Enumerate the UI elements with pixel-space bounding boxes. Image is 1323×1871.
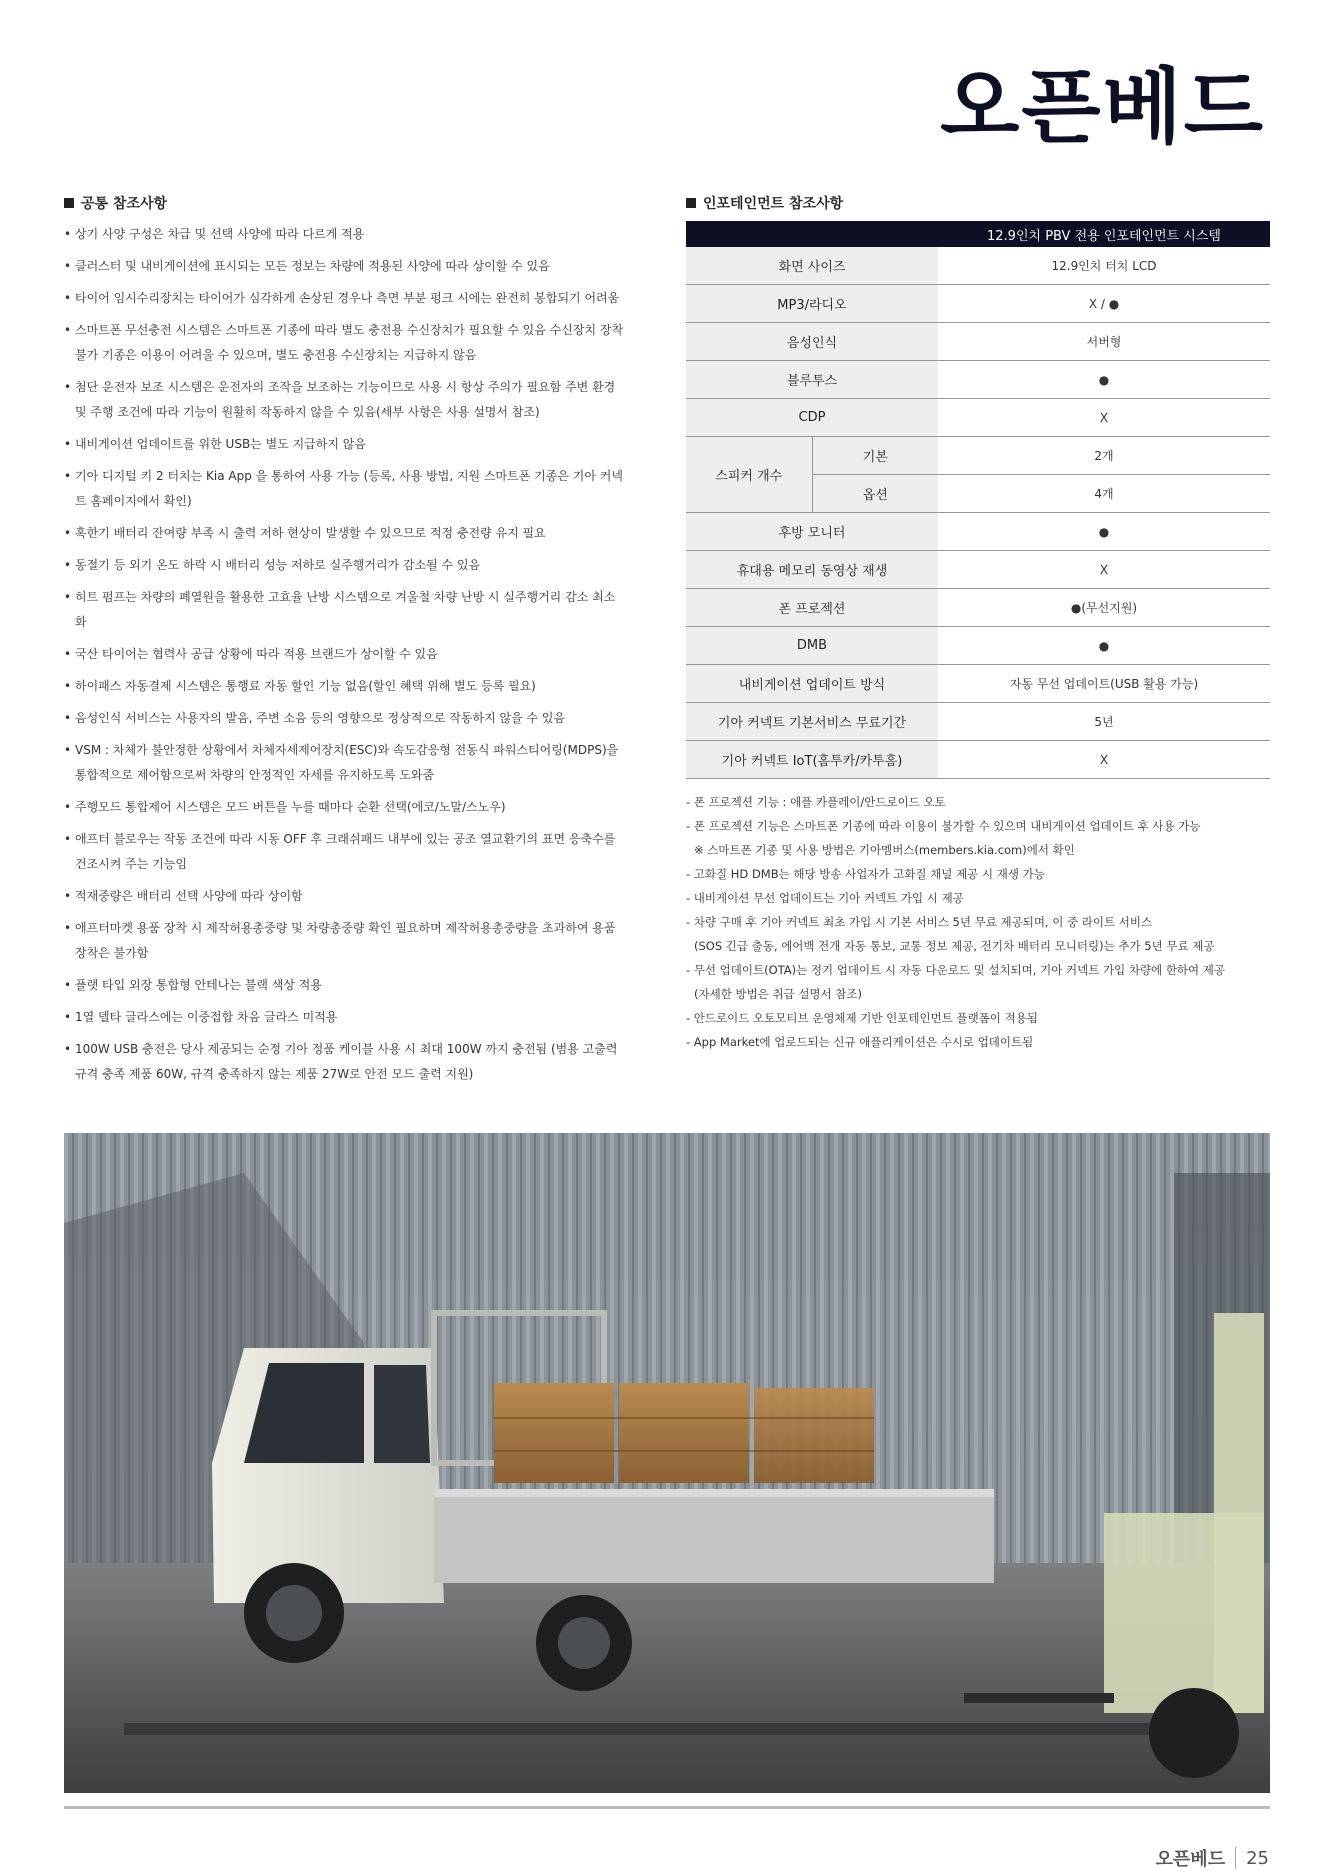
note-text: 혹한기 배터리 잔여량 부족 시 출력 저하 현상이 발생할 수 있으므로 적정 충전량 유지 필요: [75, 526, 546, 540]
note-text: 국산 타이어는 협력사 공급 상황에 따라 적용 브랜드가 상이할 수 있음: [75, 647, 438, 661]
table-row: [686, 627, 1270, 665]
note-text: 동절기 등 외기 온도 하락 시 배터리 성능 저하로 실주행거리가 감소될 수 있음: [75, 558, 481, 572]
note-text: 주행모드 통합제어 시스템은 모드 버튼을 누를 때마다 순환 선택(에코/노말/스노우): [75, 800, 506, 814]
spec-value: ●: [938, 627, 1270, 665]
list-item: [64, 738, 624, 788]
bullet-icon: •: [64, 259, 72, 273]
list-item: [64, 795, 624, 820]
note-text: 적재중량은 배터리 선택 사양에 따라 상이함: [75, 889, 303, 903]
speaker-count-label: 스피커 개수: [686, 437, 812, 513]
common-notes-heading: [64, 193, 167, 213]
bullet-icon: •: [64, 647, 72, 661]
spec-label: 기아 커넥트 IoT(홈투카/카투홈): [686, 741, 938, 779]
footnote-item: - 내비게이션 무선 업데이트는 기아 커넥트 가입 시 제공: [686, 891, 964, 905]
square-bullet-icon: [686, 198, 696, 208]
list-item: [64, 1037, 624, 1087]
footnote-item: - 차량 구매 후 기아 커넥트 최초 가입 시 기본 서비스 5년 무료 제공되며, 이 중 라이트 서비스: [686, 915, 1153, 929]
footnote-item: - 고화질 HD DMB는 해당 방송 사업자가 고화질 채널 제공 시 재생 가능: [686, 867, 1045, 881]
speaker-basic-label: 기본: [812, 437, 938, 475]
spec-value: 5년: [938, 703, 1270, 741]
list-item: [64, 286, 624, 311]
spec-label: MP3/라디오: [686, 285, 938, 323]
note-text: 플랫 타입 외장 통합형 안테나는 블랙 색상 적용: [75, 978, 322, 992]
spec-value: 자동 무선 업데이트(USB 활용 가능): [938, 665, 1270, 703]
note-text: 히트 펌프는 차량의 폐열원을 활용한 고효율 난방 시스템으로 겨울철 차량 난방 시 실주행거리 감소 최소화: [75, 590, 616, 629]
note-text: 기아 디지털 키 2 터치는 Kia App 을 통하여 사용 가능 (등록, 사용 방법, 지원 스마트폰 기종은 기아 커넥트 홈페이지에서 확인): [75, 469, 623, 508]
spec-value: X / ●: [938, 285, 1270, 323]
list-item: [64, 254, 624, 279]
bullet-icon: •: [64, 291, 72, 305]
table-row: [686, 665, 1270, 703]
footnote-item: - 폰 프로젝션 기능은 스마트폰 기종에 따라 이용이 불가할 수 있으며 내비게이션 업데이트 후 사용 가능: [686, 819, 1201, 833]
speaker-basic-value: 2개: [938, 437, 1270, 475]
spec-value: 서버형: [938, 323, 1270, 361]
list-item: [64, 375, 624, 425]
bullet-icon: •: [64, 380, 72, 394]
list-item: [64, 884, 624, 909]
table-row: [686, 285, 1270, 323]
footer-section-label: 오픈베드: [1155, 1849, 1226, 1870]
spec-value: X: [938, 551, 1270, 589]
bottom-rule: [64, 1806, 1270, 1809]
footnote-item: (SOS 긴급 출동, 에어백 전개 자동 통보, 교통 정보 제공, 전기차 배터리 모니터링)는 추가 5년 무료 제공: [694, 939, 1215, 953]
note-text: 타이어 임시수리장치는 타이어가 심각하게 손상된 경우나 측면 부분 펑크 시에는 완전히 봉합되기 어려움: [75, 291, 620, 305]
bullet-icon: •: [64, 469, 72, 483]
page-number: 25: [1246, 1847, 1269, 1869]
bullet-icon: •: [64, 590, 72, 604]
bullet-icon: •: [64, 921, 72, 935]
footnote-item: ※ 스마트폰 기종 및 사용 방법은 기아멤버스(members.kia.com)에서 확인: [694, 843, 1075, 857]
square-bullet-icon: [64, 198, 74, 208]
list-item: [64, 973, 624, 998]
note-text: 1열 델타 글라스에는 이중접합 차음 글라스 미적용: [75, 1010, 338, 1024]
infotainment-heading-text: 인포테인먼트 참조사항: [703, 196, 844, 212]
note-text: 클러스터 및 내비게이션에 표시되는 모든 정보는 차량에 적용된 사양에 따라 상이할 수 있음: [75, 259, 550, 273]
footnote-item: - 무선 업데이트(OTA)는 정기 업데이트 시 자동 다운로드 및 설치되며, 기아 커넥트 가입 차량에 한하여 제공: [686, 963, 1226, 977]
spec-label: 기아 커넥트 기본서비스 무료기간: [686, 703, 938, 741]
bullet-icon: •: [64, 978, 72, 992]
table-row: [686, 703, 1270, 741]
note-text: 내비게이션 업데이트를 위한 USB는 별도 지급하지 않음: [75, 437, 366, 451]
table-row: [686, 741, 1270, 779]
table-row: [686, 513, 1270, 551]
list-item: [64, 318, 624, 368]
footer-divider: [1235, 1847, 1236, 1869]
spec-label: 후방 모니터: [686, 513, 938, 551]
spec-value: 12.9인치 터치 LCD: [938, 247, 1270, 285]
table-row: [686, 437, 1270, 475]
table-row: [686, 247, 1270, 285]
footnote-item: (자세한 방법은 취급 설명서 참조): [694, 987, 863, 1001]
speaker-option-value: 4개: [938, 475, 1270, 513]
note-text: 음성인식 서비스는 사용자의 발음, 주변 소음 등의 영향으로 정상적으로 작동하지 않을 수 있음: [75, 711, 566, 725]
page-footer: [1156, 1845, 1269, 1871]
vehicle-photo: [64, 1133, 1270, 1793]
list-item: [64, 706, 624, 731]
list-item: [64, 674, 624, 699]
bullet-icon: •: [64, 800, 72, 814]
note-text: 애프터 블로우는 작동 조건에 따라 시동 OFF 후 크래쉬패드 내부에 있는 공조 열교환기의 표면 응축수를 건조시켜 주는 기능임: [75, 832, 616, 871]
note-text: 상기 사양 구성은 차급 및 선택 사양에 따라 다르게 적용: [75, 227, 365, 241]
note-text: VSM : 차체가 불안정한 상황에서 차체자세제어장치(ESC)와 속도감응형 전동식 파워스티어링(MDPS)을 통합적으로 제어함으로써 차량의 안정적인 자세를 유지하도록 도와줌: [75, 743, 619, 782]
list-item: [64, 521, 624, 546]
bullet-icon: •: [64, 323, 72, 337]
infotainment-footnotes: [686, 790, 1276, 1054]
footnote-item: - 안드로이드 오토모티브 운영체제 기반 인포테인먼트 플랫폼이 적용됨: [686, 1011, 1038, 1025]
bullet-icon: •: [64, 711, 72, 725]
bullet-icon: •: [64, 558, 72, 572]
spec-label: 블루투스: [686, 361, 938, 399]
footnote-item: - App Market에 업로드되는 신규 애플리케이션은 수시로 업데이트됨: [686, 1035, 1034, 1049]
note-text: 애프터마켓 용품 장착 시 제작허용총중량 및 차량총중량 확인 필요하며 제작허용총중량을 초과하여 용품 장착은 불가함: [75, 921, 616, 960]
speaker-option-label: 옵션: [812, 475, 938, 513]
table-column-header: 12.9인치 PBV 전용 인포테인먼트 시스템: [938, 221, 1270, 247]
bullet-icon: •: [64, 743, 72, 757]
table-row: [686, 361, 1270, 399]
list-item: [64, 585, 624, 635]
common-notes-list: [64, 222, 624, 1094]
open-bed-truck-image: [64, 1133, 1270, 1793]
page-title: 오픈베드: [940, 60, 1265, 155]
bullet-icon: •: [64, 832, 72, 846]
bullet-icon: •: [64, 526, 72, 540]
infotainment-spec-table: [686, 221, 1270, 779]
spec-value: ●: [938, 361, 1270, 399]
list-item: [64, 642, 624, 667]
list-item: [64, 464, 624, 514]
spec-value: X: [938, 741, 1270, 779]
bullet-icon: •: [64, 889, 72, 903]
bullet-icon: •: [64, 437, 72, 451]
table-header-blank: [686, 221, 938, 247]
bullet-icon: •: [64, 1010, 72, 1024]
spec-label: 내비게이션 업데이트 방식: [686, 665, 938, 703]
list-item: [64, 1005, 624, 1030]
note-text: 하이패스 자동결제 시스템은 통행료 자동 할인 기능 없음(할인 혜택 위해 별도 등록 필요): [75, 679, 536, 693]
spec-label: 화면 사이즈: [686, 247, 938, 285]
bullet-icon: •: [64, 1042, 72, 1056]
spec-label: CDP: [686, 399, 938, 437]
spec-value: X: [938, 399, 1270, 437]
table-row: [686, 323, 1270, 361]
list-item: [64, 916, 624, 966]
spec-value: ●(무선지원): [938, 589, 1270, 627]
note-text: 100W USB 충전은 당사 제공되는 순정 기아 정품 케이블 사용 시 최대 100W 까지 충전됨 (범용 고출력 규격 충족 제품 60W, 규격 충족하지 않는 제품 27W로 안전 모드 출력 지원): [75, 1042, 618, 1081]
list-item: [64, 827, 624, 877]
bullet-icon: •: [64, 679, 72, 693]
common-notes-heading-text: 공통 참조사항: [81, 196, 168, 212]
table-row: [686, 551, 1270, 589]
bullet-icon: •: [64, 227, 72, 241]
note-text: 스마트폰 무선충전 시스템은 스마트폰 기종에 따라 별도 충전용 수신장치가 필요할 수 있음 수신장치 장착 불가 기종은 이용이 어려울 수 있으며, 별도 충전용 수신장치는 지급하지 않음: [75, 323, 624, 362]
table-header-row: [686, 221, 1270, 247]
table-row: [686, 589, 1270, 627]
spec-label: 휴대용 메모리 동영상 재생: [686, 551, 938, 589]
spec-label: 음성인식: [686, 323, 938, 361]
note-text: 첨단 운전자 보조 시스템은 운전자의 조작을 보조하는 기능이므로 사용 시 항상 주의가 필요함 주변 환경 및 주행 조건에 따라 기능이 원활히 작동하지 않을 수 있음(세부 사항은 사용 설명서 참조): [75, 380, 616, 419]
list-item: [64, 222, 624, 247]
spec-label: DMB: [686, 627, 938, 665]
spec-label: 폰 프로젝션: [686, 589, 938, 627]
list-item: [64, 432, 624, 457]
infotainment-heading: [686, 193, 843, 213]
spec-value: ●: [938, 513, 1270, 551]
footnote-item: - 폰 프로젝션 기능 : 애플 카플레이/안드로이드 오토: [686, 795, 946, 809]
list-item: [64, 553, 624, 578]
table-row: [686, 399, 1270, 437]
